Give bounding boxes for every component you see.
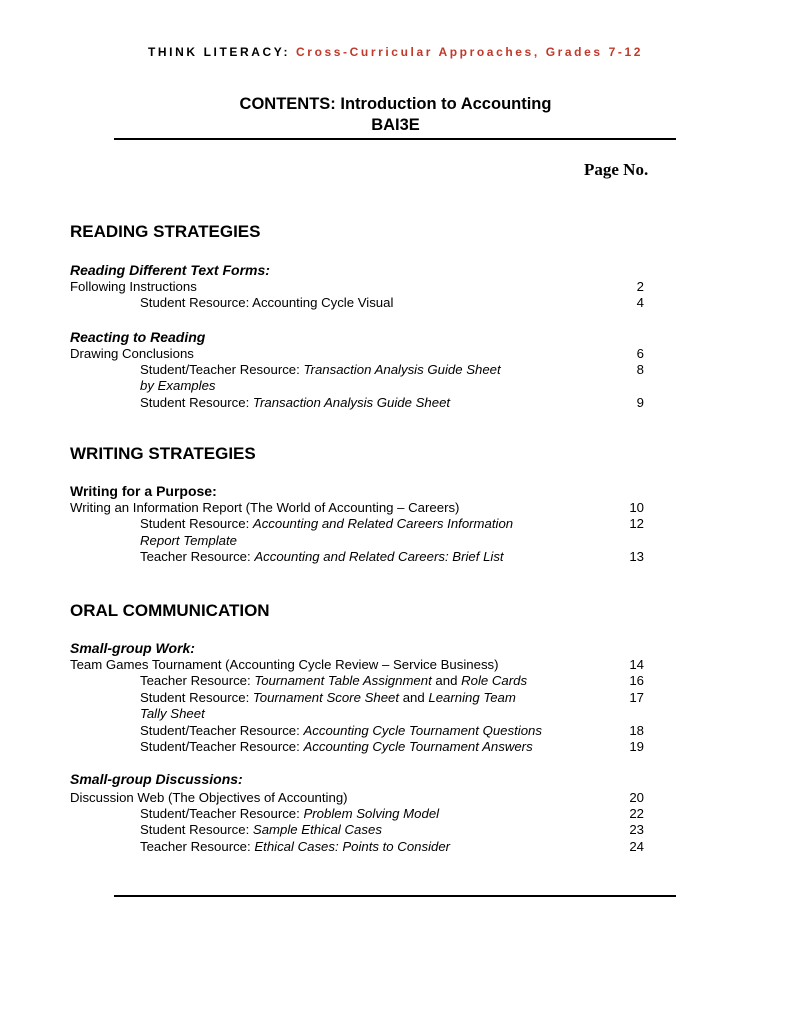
entry-page: 17 [629, 690, 644, 705]
entry-title: Accounting and Related Careers: Brief List [254, 549, 504, 564]
entry-title: Tally Sheet [140, 706, 205, 721]
entry-page: 10 [629, 500, 644, 515]
entry-text [140, 362, 501, 378]
entry-page: 6 [636, 346, 644, 361]
title-line-1: CONTENTS: Introduction to Accounting [239, 95, 552, 113]
toc-entry [70, 839, 650, 855]
entry-text: Team Games Tournament (Accounting Cycle Review – Service Business) [70, 657, 499, 672]
entry-prefix: Student Resource: [140, 516, 253, 531]
entry-title: by Examples [140, 378, 216, 393]
toc-entry [70, 690, 650, 706]
entry-text: Following Instructions [70, 279, 197, 294]
title-line-2: BAI3E [371, 116, 420, 134]
entry-title: Ethical Cases: Points to Consider [254, 839, 451, 854]
section-heading: READING STRATEGIES [70, 222, 261, 241]
entry-text: Drawing Conclusions [70, 346, 194, 361]
entry-page: 23 [629, 822, 644, 837]
entry-prefix: Student/Teacher Resource: [140, 806, 304, 821]
entry-text: Discussion Web (The Objectives of Accounting) [70, 790, 348, 805]
entry-text [140, 395, 450, 411]
entry-text [140, 739, 533, 755]
toc-entry-continuation [70, 378, 650, 394]
entry-text [140, 673, 527, 689]
toc-entry [70, 806, 650, 822]
entry-text [140, 839, 450, 855]
entry-text: Writing an Information Report (The World of Accounting – Careers) [70, 500, 460, 515]
toc-entry [70, 295, 650, 311]
entry-title: Accounting Cycle Tournament Questions [303, 723, 542, 738]
entry-title: Accounting and Related Careers Information [252, 516, 514, 531]
entry-title: Tournament Table Assignment [254, 673, 432, 688]
toc-entry [70, 516, 650, 532]
toc-entry [70, 673, 650, 689]
section-heading: ORAL COMMUNICATION [70, 601, 270, 620]
entry-prefix: Student Resource: [140, 690, 253, 705]
entry-prefix: Student Resource: [140, 395, 253, 410]
toc-entry [70, 500, 650, 516]
subsection-heading: Reading Different Text Forms: [70, 262, 270, 278]
entry-text [140, 822, 382, 838]
entry-page: 18 [629, 723, 644, 738]
page-number-label: Page No. [584, 160, 649, 179]
page-title [0, 94, 791, 136]
entry-title-2: Learning Team [428, 690, 516, 705]
entry-text: Student Resource: Accounting Cycle Visual [140, 295, 394, 310]
header-prefix: THINK LITERACY: [147, 45, 291, 59]
bottom-divider [114, 895, 676, 897]
entry-prefix: Student/Teacher Resource: [140, 723, 304, 738]
entry-page: 22 [629, 806, 644, 821]
entry-page: 24 [629, 839, 644, 854]
entry-title: Accounting Cycle Tournament Answers [303, 739, 533, 754]
section-heading: WRITING STRATEGIES [70, 444, 256, 463]
entry-page: 13 [629, 549, 644, 564]
toc-entry [70, 549, 650, 565]
entry-page: 9 [636, 395, 644, 410]
entry-prefix: Teacher Resource: [140, 673, 255, 688]
entry-title: Sample Ethical Cases [252, 822, 382, 837]
entry-page: 14 [629, 657, 644, 672]
subsection-heading: Writing for a Purpose: [70, 483, 217, 499]
entry-title: Problem Solving Model [303, 806, 440, 821]
entry-joiner: and [399, 690, 429, 705]
toc-entry [70, 822, 650, 838]
entry-title: Tournament Score Sheet [252, 690, 400, 705]
toc-entry [70, 739, 650, 755]
entry-prefix: Student Resource: [140, 822, 253, 837]
toc-entry [70, 346, 650, 362]
entry-page: 2 [636, 279, 644, 294]
toc-entry [70, 395, 650, 411]
entry-page: 12 [629, 516, 644, 531]
toc-entry [70, 790, 650, 806]
entry-page: 20 [629, 790, 644, 805]
entry-title: Transaction Analysis Guide Sheet [252, 395, 451, 410]
entry-text [140, 806, 439, 822]
subsection-heading: Small-group Discussions: [70, 771, 243, 787]
entry-joiner: and [431, 673, 462, 688]
entry-title-2: Role Cards [461, 673, 528, 688]
entry-prefix: Teacher Resource: [140, 839, 255, 854]
top-divider [114, 138, 676, 140]
header-accent: Cross-Curricular Approaches, Grades 7-12 [296, 45, 644, 59]
running-header [0, 45, 791, 59]
entry-page: 19 [629, 739, 644, 754]
subsection-heading: Small-group Work: [70, 640, 195, 656]
entry-prefix: Student/Teacher Resource: [140, 362, 304, 377]
toc-entry [70, 723, 650, 739]
subsection-heading: Reacting to Reading [70, 329, 206, 345]
toc-entry [70, 657, 650, 673]
entry-page: 4 [636, 295, 644, 310]
entry-text [140, 690, 516, 706]
toc-entry [70, 279, 650, 295]
entry-page: 16 [629, 673, 644, 688]
entry-prefix: Teacher Resource: [140, 549, 255, 564]
toc-entry-continuation [70, 706, 650, 722]
entry-title: Report Template [140, 533, 238, 548]
entry-text [140, 549, 504, 565]
toc-entry-continuation [70, 533, 650, 549]
entry-text [140, 516, 513, 532]
entry-title: Transaction Analysis Guide Sheet [303, 362, 501, 377]
entry-page: 8 [636, 362, 644, 377]
entry-text [140, 723, 542, 739]
toc-entry [70, 362, 650, 378]
entry-prefix: Student/Teacher Resource: [140, 739, 304, 754]
